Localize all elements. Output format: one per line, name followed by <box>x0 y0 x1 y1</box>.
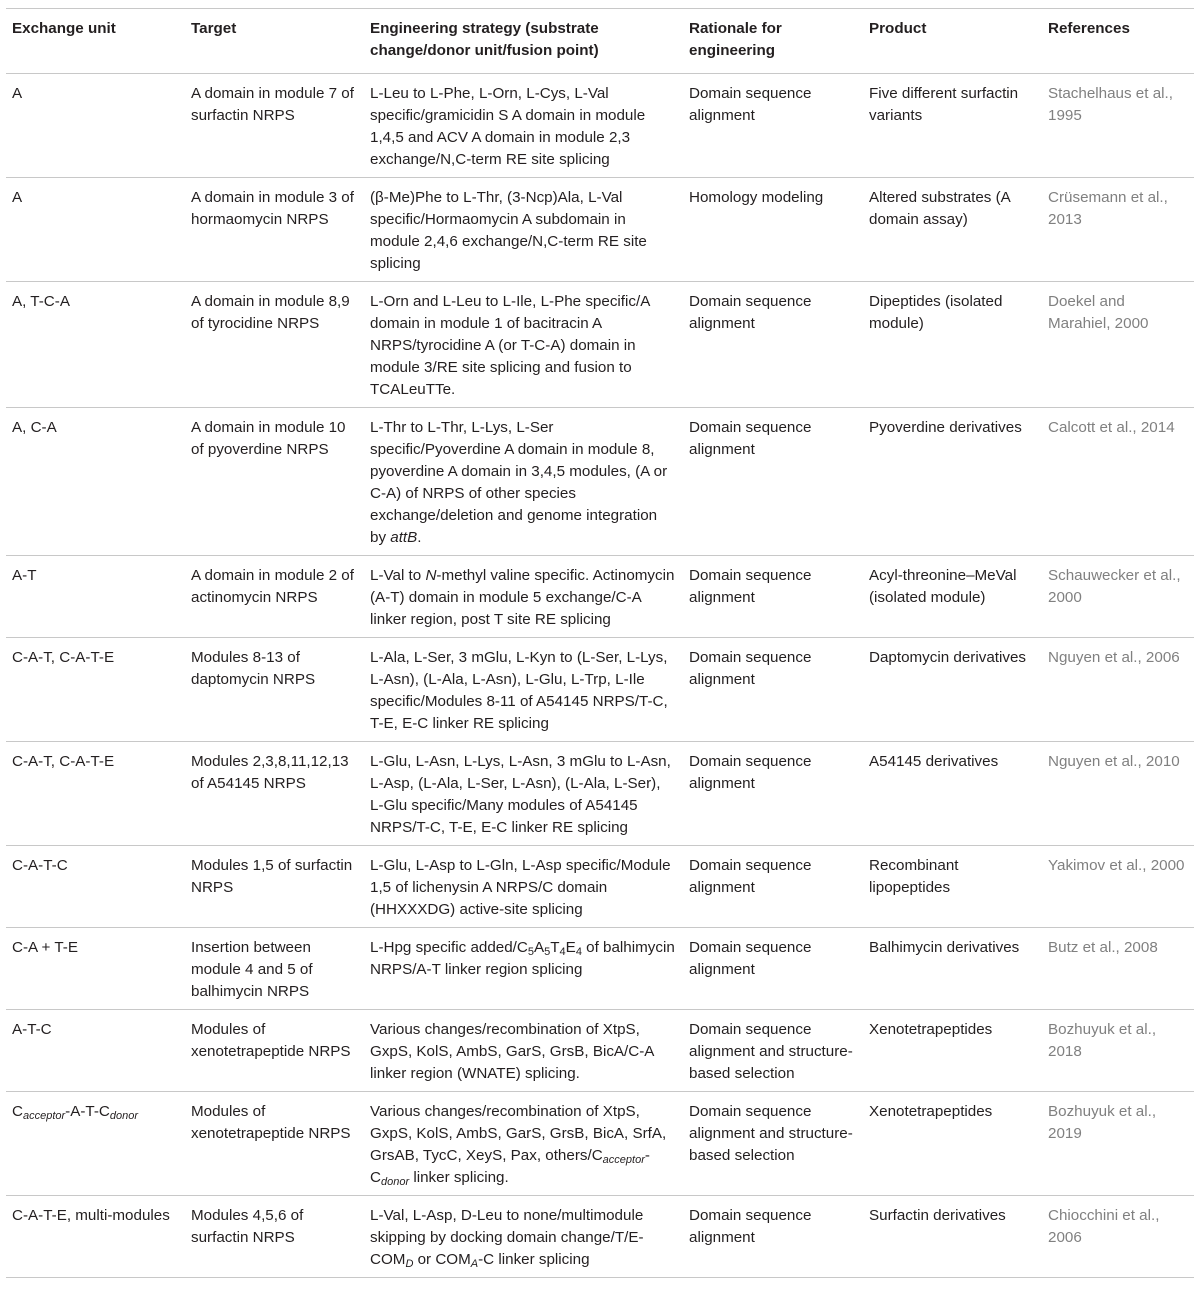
cell-reference[interactable]: Bozhuyuk et al., 2019 <box>1048 1103 1157 1142</box>
cell-target: A domain in module 2 of actinomycin NRPS <box>191 567 354 606</box>
cell-exchange-unit: $C_{acceptor}-A-T-C_{donor}$ <box>12 1103 139 1122</box>
cell-engineering-strategy: L-Val to N-methyl valine specific. Actinomycin (A-T) domain in module 5 exchange/C-A linker region, post T site RE splicing <box>370 567 675 628</box>
cell-reference[interactable]: Calcott et al., 2014 <box>1048 419 1175 436</box>
cell-engineering-strategy: L-Hpg specific added/$C_5A_5T_4E_4$ of balhimycin NRPS/A-T linker region splicing <box>370 939 675 978</box>
cell-engineering-strategy: L-Ala, L-Ser, 3 mGlu, L-Kyn to (L-Ser, L-Lys, L-Asn), (L-Ala, L-Asn), L-Glu, L-Trp, L-Ile specific/Modules 8-11 of A54145 NRPS/T-C, T-E, E-C linker RE splicing <box>370 649 668 732</box>
cell-engineering-strategy: L-Orn and L-Leu to L-Ile, L-Phe specific/A domain in module 1 of bacitracin A NRPS/tyrocidine A (or T-C-A) domain in module 3/RE site splicing and fusion to TCALeuTTe. <box>370 293 650 398</box>
cell-exchange-unit: A-T <box>12 567 37 584</box>
cell-reference[interactable]: Doekel and Marahiel, 2000 <box>1048 293 1149 332</box>
cell-exchange-unit: C-A-T, C-A-T-E <box>12 753 115 770</box>
cell-rationale: Domain sequence alignment <box>689 293 812 332</box>
cell-engineering-strategy: L-Val, L-Asp, D-Leu to none/multimodule skipping by docking domain change/$T/E-COM_D$ or $COM_A-C$ linker splicing <box>370 1207 644 1270</box>
cell-reference[interactable]: Crüsemann et al., 2013 <box>1048 189 1168 228</box>
cell-rationale: Domain sequence alignment <box>689 753 812 792</box>
cell-exchange-unit: C-A-T-E, multi-modules <box>12 1207 170 1224</box>
table-row <box>6 1010 1194 1092</box>
cell-rationale: Domain sequence alignment <box>689 649 812 688</box>
table-row <box>6 1196 1194 1278</box>
cell-target: Modules 8-13 of daptomycin NRPS <box>191 649 316 688</box>
cell-product: Xenotetrapeptides <box>869 1103 993 1120</box>
cell-rationale: Domain sequence alignment <box>689 567 812 606</box>
cell-engineering-strategy: L-Leu to L-Phe, L-Orn, L-Cys, L-Val specific/gramicidin S A domain in module 1,4,5 and ACV A domain in module 2,3 exchange/N,C-term RE site splicing <box>370 85 646 168</box>
table-row <box>6 178 1194 282</box>
table-header <box>6 9 1194 74</box>
table-row <box>6 282 1194 408</box>
table-row <box>6 928 1194 1010</box>
cell-target: A domain in module 8,9 of tyrocidine NRPS <box>191 293 350 332</box>
cell-rationale: Domain sequence alignment <box>689 939 812 978</box>
table-row <box>6 742 1194 846</box>
cell-rationale: Domain sequence alignment <box>689 85 812 124</box>
cell-product: Balhimycin derivatives <box>869 939 1020 956</box>
header-rationale: Rationale for engineering <box>689 20 782 59</box>
engineering-table <box>6 8 1194 1278</box>
cell-target: A domain in module 3 of hormaomycin NRPS <box>191 189 354 228</box>
cell-exchange-unit: A <box>12 85 23 102</box>
table-row <box>6 556 1194 638</box>
table-row <box>6 74 1194 178</box>
cell-reference[interactable]: Bozhuyuk et al., 2018 <box>1048 1021 1157 1060</box>
cell-rationale: Domain sequence alignment and structure-based selection <box>689 1103 853 1164</box>
cell-exchange-unit: C-A + T-E <box>12 939 78 956</box>
table-row <box>6 408 1194 556</box>
cell-target: Modules of xenotetrapeptide NRPS <box>191 1103 351 1142</box>
cell-engineering-strategy: L-Glu, L-Asp to L-Gln, L-Asp specific/Module 1,5 of lichenysin A NRPS/C domain (HHXXXDG) active-site splicing <box>370 857 671 918</box>
header-exchange-unit: Exchange unit <box>12 20 116 37</box>
cell-target: A domain in module 10 of pyoverdine NRPS <box>191 419 346 458</box>
cell-engineering-strategy: Various changes/recombination of XtpS, GxpS, KolS, AmbS, GarS, GrsB, BicA, SrfA, GrsAB, TycC, XeyS, Pax, others/$C_{acceptor}-C_{donor}$ linker splicing. <box>370 1103 667 1188</box>
cell-target: Modules of xenotetrapeptide NRPS <box>191 1021 351 1060</box>
cell-product: Five different surfactin variants <box>869 85 1019 124</box>
cell-exchange-unit: C-A-T, C-A-T-E <box>12 649 115 666</box>
header-product: Product <box>869 20 927 37</box>
header-references: References <box>1048 20 1130 37</box>
cell-reference[interactable]: Nguyen et al., 2010 <box>1048 753 1180 770</box>
cell-exchange-unit: A, T-C-A <box>12 293 70 310</box>
cell-exchange-unit: A, C-A <box>12 419 57 436</box>
cell-reference[interactable]: Stachelhaus et al., 1995 <box>1048 85 1173 124</box>
cell-product: Pyoverdine derivatives <box>869 419 1022 436</box>
cell-product: Recombinant lipopeptides <box>869 857 959 896</box>
cell-engineering-strategy: L-Thr to L-Thr, L-Lys, L-Ser specific/Pyoverdine A domain in module 8, pyoverdine A domain in 3,4,5 modules, (A or C-A) of NRPS of other species exchange/deletion and genome integration by attB. <box>370 419 668 546</box>
cell-reference[interactable]: Butz et al., 2008 <box>1048 939 1158 956</box>
cell-rationale: Domain sequence alignment <box>689 419 812 458</box>
cell-rationale: Domain sequence alignment <box>689 1207 812 1246</box>
table-row <box>6 846 1194 928</box>
table-body <box>6 74 1194 1278</box>
cell-reference[interactable]: Chiocchini et al., 2006 <box>1048 1207 1160 1246</box>
cell-engineering-strategy: L-Glu, L-Asn, L-Lys, L-Asn, 3 mGlu to L-Asn, L-Asp, (L-Ala, L-Ser, L-Asn), (L-Ala, L-Ser), L-Glu specific/Many modules of A54145 NRPS/T-C, T-E, E-C linker RE splicing <box>370 753 671 836</box>
cell-reference[interactable]: Yakimov et al., 2000 <box>1048 857 1185 874</box>
cell-engineering-strategy: (β-Me)Phe to L-Thr, (3-Ncp)Ala, L-Val specific/Hormaomycin A subdomain in module 2,4,6 exchange/N,C-term RE site splicing <box>370 189 647 272</box>
cell-target: Modules 4,5,6 of surfactin NRPS <box>191 1207 304 1246</box>
cell-product: Acyl-threonine–MeVal (isolated module) <box>869 567 1017 606</box>
cell-product: A54145 derivatives <box>869 753 999 770</box>
cell-exchange-unit: C-A-T-C <box>12 857 68 874</box>
header-row <box>6 9 1194 74</box>
cell-product: Dipeptides (isolated module) <box>869 293 1003 332</box>
cell-rationale: Domain sequence alignment and structure-based selection <box>689 1021 853 1082</box>
table-row <box>6 638 1194 742</box>
cell-product: Surfactin derivatives <box>869 1207 1006 1224</box>
cell-exchange-unit: A <box>12 189 23 206</box>
cell-rationale: Homology modeling <box>689 189 824 206</box>
cell-exchange-unit: A-T-C <box>12 1021 52 1038</box>
cell-target: A domain in module 7 of surfactin NRPS <box>191 85 354 124</box>
cell-engineering-strategy: Various changes/recombination of XtpS, GxpS, KolS, AmbS, GarS, GrsB, BicA/C-A linker region (WNATE) splicing. <box>370 1021 654 1082</box>
cell-rationale: Domain sequence alignment <box>689 857 812 896</box>
table-row <box>6 1092 1194 1196</box>
cell-reference[interactable]: Nguyen et al., 2006 <box>1048 649 1180 666</box>
cell-product: Xenotetrapeptides <box>869 1021 993 1038</box>
cell-target: Modules 2,3,8,11,12,13 of A54145 NRPS <box>191 753 349 792</box>
cell-reference[interactable]: Schauwecker et al., 2000 <box>1048 567 1181 606</box>
cell-target: Modules 1,5 of surfactin NRPS <box>191 857 353 896</box>
cell-product: Altered substrates (A domain assay) <box>869 189 1010 228</box>
cell-target: Insertion between module 4 and 5 of balhimycin NRPS <box>191 939 313 1000</box>
header-target: Target <box>191 20 237 37</box>
cell-product: Daptomycin derivatives <box>869 649 1026 666</box>
header-engineering-strategy: Engineering strategy (substrate change/donor unit/fusion point) <box>370 20 599 59</box>
